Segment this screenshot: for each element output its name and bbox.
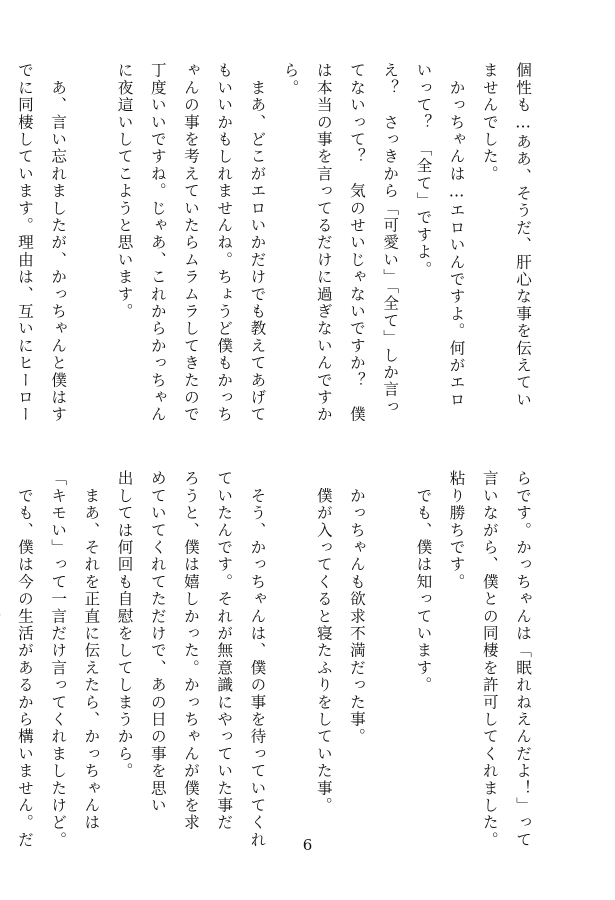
text-line: え？ さっきから「可愛い」「全て」しか言っ [381, 62, 400, 416]
text-line: めていてくれてただけで、あの日の事を思い [148, 470, 167, 814]
text-line [0, 470, 8, 860]
text-line: 個性も…ああ、そうだ、肝心な事を伝えてい [514, 62, 532, 409]
text-line: に夜這いしてこようと思います。 [115, 62, 134, 320]
text-line: 「キモい」って一言だけ言ってくれましたけど。 [49, 470, 68, 849]
text-line: もいいかもしれませんね。ちょうど僕もかっち [215, 62, 234, 424]
text-line: 出しては何回も自慰をしてしまうから。 [115, 470, 134, 780]
text-block-top [0, 62, 539, 447]
text-block-bottom [0, 470, 539, 860]
text-line: いって？ 「全て」ですよ。 [414, 62, 433, 278]
text-line: は本当の事を言ってるだけに過ぎないんですか [314, 62, 333, 424]
text-line: ていたんです。それが無意識にやっていた事だ [215, 470, 234, 832]
text-line: まあ、どこがエロいかだけでも教えてあげて [248, 62, 267, 424]
text-line: 言いながら、僕との同棲を許可してくれました。 [480, 470, 499, 849]
text-line: ゃんの事を考えていたらムラムラしてきたので [181, 62, 200, 424]
text-line: まあ、それを正直に伝えたら、かっちゃんは [82, 470, 101, 832]
text-line: かっちゃんも欲求不満だった事。 [347, 470, 366, 746]
text-line: かっちゃんは…エロいんですよ。何がエロ [447, 62, 466, 409]
text-line: そう、かっちゃんは、僕の事を待っていてくれ [248, 470, 267, 849]
text-line: 粘り勝ちです。 [447, 470, 466, 591]
text-line: でに同棲しています。理由は、互いにヒーロー [15, 62, 34, 424]
text-line [74, 62, 107, 447]
text-line: ろうと、僕は嬉しかった。かっちゃんが僕を求 [181, 470, 200, 832]
text-line: あ、言い忘れましたが、かっちゃんと僕はす [49, 62, 68, 424]
text-line: でも、僕は今の生活があるから構いません。だ [15, 470, 34, 849]
text-line [273, 470, 306, 860]
text-line [0, 62, 8, 447]
text-line: らです。かっちゃんは「眠れねえんだよ！」って [514, 470, 532, 849]
text-line [373, 470, 406, 860]
text-line: てないって？ 気のせいじゃないですか？ 僕 [347, 62, 366, 424]
text-line: 丁度いいですね。じゃあ、これからかっちゃん [148, 62, 167, 424]
text-line: 僕が入ってくると寝たふりをしていた事。 [314, 470, 333, 814]
text-line: ませんでした。 [480, 62, 499, 183]
text-line: でも、僕は知っています。 [414, 470, 433, 694]
page-number: 6 [302, 836, 313, 854]
text-line: ら。 [281, 62, 300, 97]
